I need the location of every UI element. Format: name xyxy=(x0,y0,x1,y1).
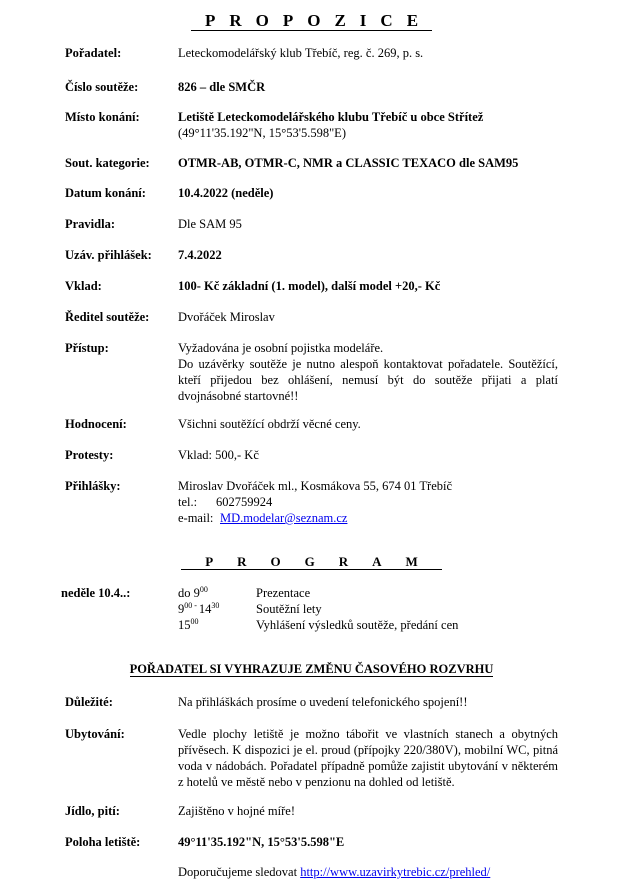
program-title: PROGRAM xyxy=(0,553,623,571)
deadline-label: Uzáv. přihlášek: xyxy=(65,248,152,262)
competition-number-label: Číslo soutěže: xyxy=(65,80,139,94)
program-activity-1: Prezentace xyxy=(256,586,311,600)
rules-label: Pravidla: xyxy=(65,217,115,231)
evaluation-label: Hodnocení: xyxy=(65,417,127,431)
email-label: e-mail: xyxy=(178,511,214,525)
program-time-1: do $9^{00}$ xyxy=(178,585,208,600)
recommendation xyxy=(178,864,490,880)
program-time-3: $15^{00}$ xyxy=(178,617,199,632)
access-line1: Vyžadována je osobní pojistka modeláře. xyxy=(178,341,384,355)
venue-value: Letiště Leteckomodelářského klubu Třebíč u obce Střítež xyxy=(178,110,484,124)
date-value: 10.4.2022 (neděle) xyxy=(178,186,274,200)
access-text: Do uzávěrky soutěže je nutno alespoň kontaktovat pořadatele. Soutěžící, kteří přijedou bez ohlášení, nemusí být do soutěže přijati a platí dvojnásobné startovné!! xyxy=(178,357,558,403)
important-value: Na přihláškách prosíme o uvedení telefonického spojení!! xyxy=(178,695,468,709)
program-activity-2: Soutěžní lety xyxy=(256,602,322,616)
venue-coordinates: (49°11'35.192"N, 15°53'5.598"E) xyxy=(178,126,346,140)
airfield-location-label: Poloha letiště: xyxy=(65,835,141,849)
rules-value: Dle SAM 95 xyxy=(178,217,242,231)
food-value: Zajištěno v hojné míře! xyxy=(178,804,295,818)
food-label: Jídlo, pití: xyxy=(65,804,120,818)
program-day: neděle 10.4..: xyxy=(61,586,131,600)
schedule-change-notice: POŘADATEL SI VYHRAZUJE ZMĚNU ČASOVÉHO ROZVRHU xyxy=(129,662,494,676)
protests-value: Vklad: 500,- Kč xyxy=(178,448,259,462)
fee-label: Vklad: xyxy=(65,279,102,293)
director-label: Ředitel soutěže: xyxy=(65,310,150,324)
fee-value: 100- Kč základní (1. model), další model +20,- Kč xyxy=(178,279,441,293)
director-value: Dvořáček Miroslav xyxy=(178,310,275,324)
phone-label: tel.: xyxy=(178,495,198,509)
evaluation-value: Všichni soutěžící obdrží věcné ceny. xyxy=(178,417,361,431)
applications-label: Přihlášky: xyxy=(65,479,121,493)
accommodation-label: Ubytování: xyxy=(65,727,125,741)
deadline-value: 7.4.2022 xyxy=(178,248,222,262)
program-time-2: $9^{00 -}$ $14^{30}$ xyxy=(178,601,220,616)
organizer-label: Pořadatel: xyxy=(65,46,122,60)
accommodation-value: Vedle plochy letiště je možno tábořit ve vlastních stanech a obytných přívěsech. K dispozici je el. proud (přípojky 220/380V), mobilní WC, pitná voda v nádobách. Pořadatel případně pomůže zajistit ubytování v některém z hotelů ve městě nebo v penzionu na dohled od letiště. xyxy=(178,727,558,789)
categories-label: Sout. kategorie: xyxy=(65,156,150,170)
date-label: Datum konání: xyxy=(65,186,146,200)
categories-value: OTMR-AB, OTMR-C, NMR a CLASSIC TEXACO dle SAM95 xyxy=(178,156,519,170)
recommendation-text: Doporučujeme sledovat xyxy=(178,865,301,879)
road-closures-link[interactable]: http://www.uzavirkytrebic.cz/prehled/ xyxy=(300,865,491,879)
access-label: Přístup: xyxy=(65,341,109,355)
program-activity-3: Vyhlášení výsledků soutěže, předání cen xyxy=(256,618,459,632)
airfield-location-value: 49°11'35.192"N, 15°53'5.598"E xyxy=(178,835,345,849)
email-link[interactable]: MD.modelar@seznam.cz xyxy=(220,511,348,525)
competition-number-value: 826 – dle SMČR xyxy=(178,80,266,94)
document-title: PROPOZICE xyxy=(0,10,623,32)
important-label: Důležité: xyxy=(65,695,113,709)
protests-label: Protesty: xyxy=(65,448,114,462)
venue-label: Místo konání: xyxy=(65,110,140,124)
organizer-value: Leteckomodelářský klub Třebíč, reg. č. 269, p. s. xyxy=(178,46,424,60)
phone-value: 602759924 xyxy=(216,495,273,509)
applications-address: Miroslav Dvořáček ml., Kosmákova 55, 674 01 Třebíč xyxy=(178,479,453,493)
